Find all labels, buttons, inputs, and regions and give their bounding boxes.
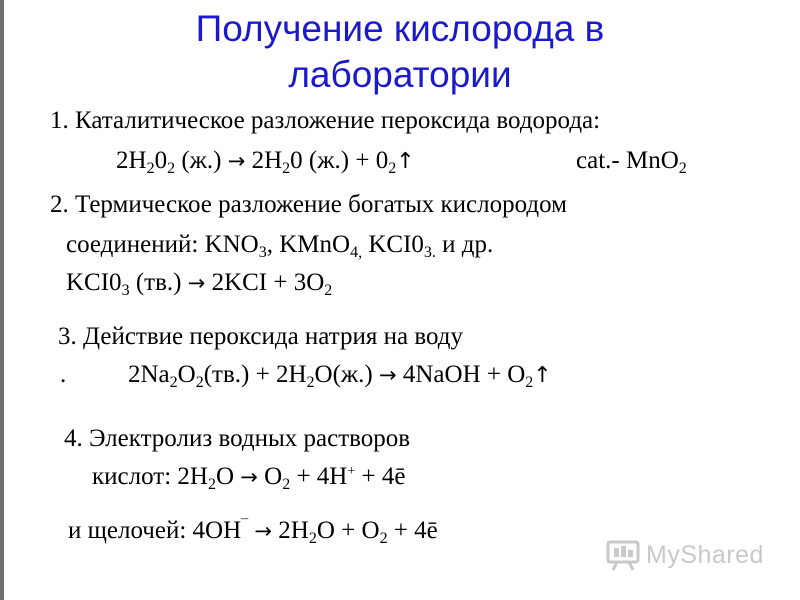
watermark xyxy=(606,536,764,574)
eq-part: 2H xyxy=(272,517,309,544)
eq-part: 2KCI + 3O xyxy=(205,269,325,296)
eq-part: 0 (ж.) + 0 xyxy=(290,147,389,174)
eq-part: + 4ē xyxy=(387,517,438,544)
reaction-arrow-icon: → xyxy=(240,465,258,489)
catalyst-label: cat.- MnO xyxy=(576,147,679,174)
eq-part: (тв.) xyxy=(129,269,188,296)
gas-arrow-icon: ↑ xyxy=(533,363,552,388)
slide-title: Получение кислорода в лаборатории xyxy=(195,8,605,95)
text-part: , KMnO xyxy=(266,231,351,258)
reaction-arrow-icon: → xyxy=(187,271,206,295)
eq-part: O(ж.) xyxy=(314,361,379,388)
eq-part: 2H xyxy=(245,147,283,174)
eq-part: O xyxy=(215,463,241,490)
left-edge-divider xyxy=(0,0,4,600)
subscript: 2 xyxy=(306,374,315,391)
text-part: KCI0 xyxy=(362,231,424,258)
section-1-heading: 1. Каталитическое разложение пероксида водорода: xyxy=(50,107,601,134)
eq-part: (ж.) xyxy=(175,147,228,174)
subscript: 2 xyxy=(169,374,178,391)
subscript: 3 xyxy=(121,282,130,299)
section-4-alkali-equation xyxy=(68,516,438,546)
eq-part: KCI0 xyxy=(66,269,122,296)
eq-part: + 4H xyxy=(290,463,348,490)
eq-part: 2Na xyxy=(128,361,170,388)
section-2-equation xyxy=(66,268,332,298)
eq-part: 0 xyxy=(154,147,168,174)
reaction-arrow-icon: → xyxy=(379,363,397,387)
subscript: 2 xyxy=(388,160,397,177)
eq-part: O + O xyxy=(316,517,380,544)
watermark-text: MyShared xyxy=(646,540,764,569)
subscript: 2 xyxy=(678,160,687,177)
section-3-equation xyxy=(128,360,552,391)
subscript: 2 xyxy=(282,476,291,493)
section-3-bullet: . xyxy=(60,361,67,388)
section-1-catalyst xyxy=(576,146,687,176)
subscript: 4, xyxy=(350,244,363,261)
section-2-heading: 2. Термическое разложение богатых кислородом xyxy=(50,191,567,218)
section-4-heading: 4. Электролиз водных растворов xyxy=(64,425,411,452)
superscript: + xyxy=(347,464,356,479)
section-3-heading: 3. Действие пероксида натрия на воду xyxy=(58,323,463,350)
subscript: 3. xyxy=(423,244,436,261)
eq-part: 4NaOH + O xyxy=(396,361,526,388)
section-1-equation xyxy=(116,146,415,177)
reaction-arrow-icon: → xyxy=(254,519,273,543)
superscript: ¯ xyxy=(241,518,249,533)
subscript: 2 xyxy=(195,374,204,391)
presentation-board-icon xyxy=(606,538,640,572)
subscript: 2 xyxy=(379,530,388,547)
subscript: 3 xyxy=(258,244,267,261)
subscript: 2 xyxy=(146,160,155,177)
eq-part: + 4ē xyxy=(355,463,406,490)
subscript: 2 xyxy=(282,160,291,177)
eq-part: и щелочей: 4OH xyxy=(68,517,242,544)
subscript: 2 xyxy=(308,530,317,547)
subscript: 2 xyxy=(324,282,333,299)
eq-part: O xyxy=(257,463,283,490)
reaction-arrow-icon: → xyxy=(227,149,246,173)
eq-part: (тв.) + 2H xyxy=(203,361,307,388)
subscript: 2 xyxy=(525,374,534,391)
eq-part: 2H xyxy=(116,147,147,174)
section-2-compounds xyxy=(66,230,493,260)
eq-part: кислот: 2H xyxy=(92,463,208,490)
text-part: соединений: KNO xyxy=(66,231,259,258)
subscript: 2 xyxy=(167,160,176,177)
text-part: и др. xyxy=(435,231,494,258)
eq-part: O xyxy=(177,361,196,388)
subscript: 2 xyxy=(207,476,216,493)
section-4-acid-equation xyxy=(92,462,405,492)
gas-arrow-icon: ↑ xyxy=(396,149,415,174)
